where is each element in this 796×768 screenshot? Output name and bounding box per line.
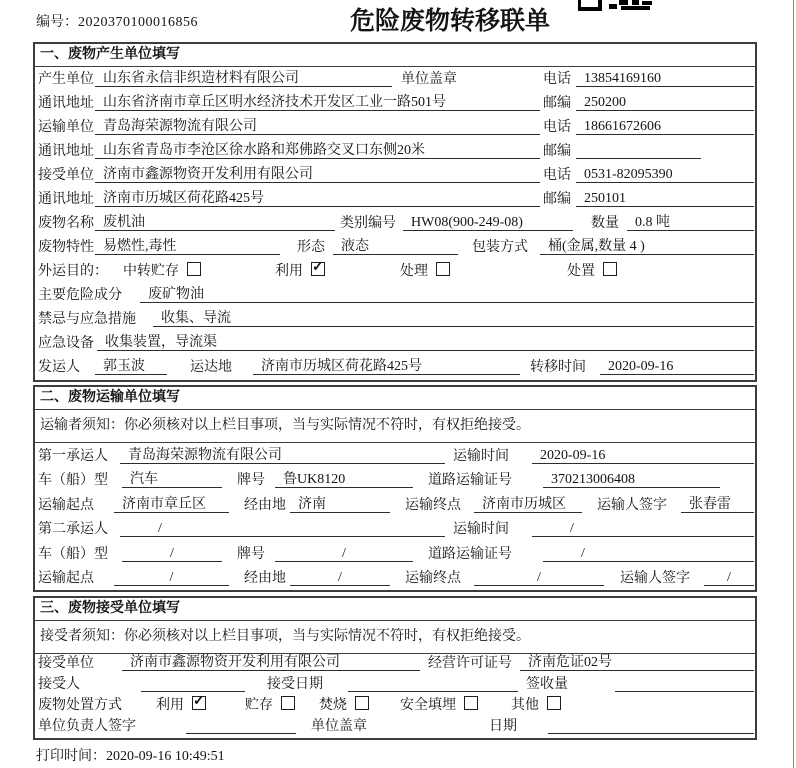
road-license-label: 道路运输证号	[428, 546, 512, 562]
option-label: 利用	[156, 698, 184, 713]
checkbox-treat	[436, 262, 450, 276]
section2-title: 二、废物运输单位填写	[35, 387, 755, 410]
row-emergency-equipment	[35, 331, 755, 355]
option-label: 其他	[511, 698, 539, 713]
producer-zip-value: 250200	[576, 94, 754, 111]
route-start-label: 运输起点	[38, 497, 94, 513]
transporter-zip-value	[576, 142, 701, 159]
purpose-label: 外运目的：	[38, 264, 108, 279]
receiving-date-value	[348, 675, 518, 692]
form-value: 液态	[333, 238, 458, 255]
option-treat	[400, 260, 450, 280]
zip-label: 邮编	[543, 192, 571, 207]
transporter-label: 运输单位	[38, 120, 94, 135]
receiving-unit-value: 济南市鑫源物资开发利用有限公司	[122, 654, 420, 671]
destination-label: 运达地	[190, 360, 232, 375]
phone-label: 电话	[543, 168, 571, 183]
first-carrier-value: 青岛海荣源物流有限公司	[120, 447, 445, 464]
option-label: 安全填埋	[400, 698, 456, 713]
row-disposal-method	[35, 696, 755, 717]
print-time-value: 2020-09-16 10:49:51	[106, 749, 225, 764]
packaging-value: 桶(金属,数量 4 )	[540, 238, 754, 255]
carrier-signature-value: 张春雷	[681, 496, 754, 513]
row-shipper	[35, 355, 755, 379]
option-label: 贮存	[245, 698, 273, 713]
receiving-unit-label: 接受单位	[38, 656, 94, 671]
row-producer	[35, 67, 755, 91]
producer-address-value: 山东省济南市章丘区明水经济技术开发区工业一路501号	[95, 94, 540, 111]
print-time-label: 打印时间：	[36, 749, 106, 764]
transport-time-label: 运输时间	[453, 448, 509, 464]
receiving-date-label: 接受日期	[267, 677, 323, 692]
transfer-time-value: 2020-09-16	[600, 358, 754, 375]
plate-value: 鲁UK8120	[275, 471, 413, 488]
row-receiver-address	[35, 187, 755, 211]
equipment-label: 应急设备	[38, 336, 94, 351]
plate-label: 牌号	[237, 546, 265, 562]
second-carrier-label: 第二承运人	[38, 522, 108, 537]
receiver-notice: 接受者须知：你必须核对以上栏目事项，当与实际情况不符时，有权拒绝接受。	[35, 621, 755, 654]
row-responsible-signature	[35, 717, 755, 738]
transfer-time-label: 转移时间	[530, 360, 586, 375]
option-label: 处理	[400, 264, 428, 279]
via2-value: /	[290, 569, 390, 586]
row-transporter-address	[35, 139, 755, 163]
option-use	[156, 694, 206, 714]
vehicle-type-value: 汽车	[122, 471, 222, 488]
transport-time-value: 2020-09-16	[532, 447, 754, 464]
route-end-label: 运输终点	[405, 497, 461, 513]
route-start-label: 运输起点	[38, 571, 94, 586]
row-route1	[35, 492, 755, 517]
row-producer-address	[35, 91, 755, 115]
section1-title: 一、废物产生单位填写	[35, 44, 755, 67]
phone-label: 电话	[543, 72, 571, 87]
taboo-value: 收集、导流	[153, 310, 754, 327]
plate-label: 牌号	[237, 473, 265, 488]
route-start2-value: /	[114, 569, 229, 586]
receiver-zip-value: 250101	[576, 190, 754, 207]
route-end-label: 运输终点	[405, 571, 461, 586]
transport-time-label: 运输时间	[453, 522, 509, 537]
checkbox-transfer-storage	[187, 262, 201, 276]
option-storage	[245, 694, 295, 714]
plate2-value: /	[275, 545, 413, 562]
receiving-person-label: 接受人	[38, 677, 80, 692]
received-quantity-value	[615, 675, 754, 692]
packaging-label: 包装方式	[472, 240, 528, 255]
operation-license-label: 经营许可证号	[428, 656, 512, 671]
hazard-label: 主要危险成分	[38, 288, 122, 303]
receiver-label: 接受单位	[38, 168, 94, 183]
road-license-label: 道路运输证号	[428, 473, 512, 488]
via-label: 经由地	[244, 571, 286, 586]
option-other	[511, 694, 561, 714]
producer-phone-value: 13854169160	[576, 70, 754, 87]
vehicle-type-label: 车（船）型	[38, 546, 108, 562]
phone-label: 电话	[543, 120, 571, 135]
print-time	[36, 745, 225, 765]
option-landfill	[400, 694, 478, 714]
section-producer	[33, 42, 757, 382]
hazard-value: 废矿物油	[140, 286, 754, 303]
receiver-phone-value: 0531-82095390	[576, 166, 754, 183]
waste-name-label: 废物名称	[38, 216, 94, 231]
second-carrier-value: /	[120, 520, 445, 537]
quantity-label: 数量	[591, 216, 619, 231]
transporter-value: 青岛海荣源物流有限公司	[95, 118, 540, 135]
transporter-notice: 运输者须知：你必须核对以上栏目事项，当与实际情况不符时，有权拒绝接受。	[35, 410, 755, 443]
waste-name-value: 废机油	[95, 214, 335, 231]
unit-seal-label: 单位盖章	[401, 72, 457, 87]
shipper-label: 发运人	[38, 360, 80, 375]
page-title: 危险废物转移联单	[349, 8, 550, 35]
serial-label: 编号：	[36, 15, 78, 30]
carrier-signature-label: 运输人签字	[620, 571, 690, 586]
option-transfer-storage	[123, 260, 201, 280]
transport-time2-value: /	[532, 520, 754, 537]
checkbox-disposal-landfill	[464, 696, 478, 710]
producer-label: 产生单位	[38, 72, 94, 87]
quantity-value: 0.8 吨	[627, 214, 754, 231]
section3-title: 三、废物接受单位填写	[35, 598, 755, 621]
disposal-method-label: 废物处置方式	[38, 698, 122, 713]
address-label: 通讯地址	[38, 96, 94, 111]
received-quantity-label: 签收量	[526, 677, 568, 692]
row-vehicle1	[35, 468, 755, 493]
operation-license-value: 济南危证02号	[520, 654, 754, 671]
row-receiving-person	[35, 675, 755, 696]
address-label: 通讯地址	[38, 192, 94, 207]
checkbox-disposal-use	[192, 696, 206, 710]
row-first-carrier	[35, 443, 755, 468]
checkbox-use	[311, 262, 325, 276]
transporter-address-value: 山东省青岛市李沧区徐水路和郑佛路交叉口东侧20米	[95, 142, 540, 159]
route-end2-value: /	[474, 569, 604, 586]
date-label: 日期	[489, 719, 517, 734]
via-label: 经由地	[244, 497, 286, 513]
qr-code-fragment-icon	[578, 0, 654, 11]
checkbox-dispose	[603, 262, 617, 276]
row-waste-name	[35, 211, 755, 235]
row-transporter	[35, 115, 755, 139]
option-dispose	[567, 260, 617, 280]
receiver-address-value: 济南市历城区荷花路425号	[95, 190, 540, 207]
producer-value: 山东省永信非织造材料有限公司	[95, 70, 392, 87]
category-value: HW08(900-249-08)	[403, 214, 573, 231]
zip-label: 邮编	[543, 96, 571, 111]
row-route2	[35, 566, 755, 591]
carrier-signature2-value: /	[704, 569, 754, 586]
receiving-person-value	[141, 675, 245, 692]
row-second-carrier	[35, 517, 755, 542]
scan-edge-line	[793, 0, 794, 768]
traits-label: 废物特性	[38, 240, 94, 255]
checkbox-disposal-incinerate	[355, 696, 369, 710]
row-receiving-unit	[35, 654, 755, 675]
traits-value: 易燃性,毒性	[95, 238, 280, 255]
destination-value: 济南市历城区荷花路425号	[253, 358, 520, 375]
date-value	[548, 717, 754, 734]
serial-number	[36, 11, 198, 31]
vehicle-type2-value: /	[122, 545, 222, 562]
row-waste-traits	[35, 235, 755, 259]
first-carrier-label: 第一承运人	[38, 448, 108, 464]
form-label: 形态	[297, 240, 325, 255]
shipper-value: 郭玉波	[95, 358, 167, 375]
route-end-value: 济南市历城区	[474, 496, 582, 513]
checkbox-disposal-storage	[281, 696, 295, 710]
category-label: 类别编号	[340, 216, 396, 231]
road-license-value: 370213006408	[543, 471, 720, 488]
vehicle-type-label: 车（船）型	[38, 473, 108, 488]
receiver-value: 济南市鑫源物资开发利用有限公司	[95, 166, 540, 183]
option-label: 处置	[567, 264, 595, 279]
option-use	[275, 260, 325, 280]
row-vehicle2	[35, 541, 755, 566]
address-label: 通讯地址	[38, 144, 94, 159]
option-incinerate	[319, 694, 369, 714]
zip-label: 邮编	[543, 144, 571, 159]
route-start-value: 济南市章丘区	[114, 496, 229, 513]
responsible-signature-value	[186, 717, 296, 734]
option-label: 焚烧	[319, 698, 347, 713]
row-taboo-measures	[35, 307, 755, 331]
unit-seal-label: 单位盖章	[311, 719, 367, 734]
row-receiver	[35, 163, 755, 187]
section-receiver	[33, 596, 757, 740]
responsible-signature-label: 单位负责人签字	[38, 719, 136, 734]
via-value: 济南	[290, 496, 390, 513]
serial-value: 2020370100016856	[78, 15, 198, 30]
row-hazard-components	[35, 283, 755, 307]
road-license2-value: /	[543, 545, 754, 562]
carrier-signature-label: 运输人签字	[597, 497, 667, 513]
equipment-value: 收集装置，导流渠	[97, 334, 754, 351]
transporter-phone-value: 18661672606	[576, 118, 754, 135]
taboo-label: 禁忌与应急措施	[38, 312, 136, 327]
option-label: 中转贮存	[123, 264, 179, 279]
section-transporter	[33, 385, 757, 592]
checkbox-disposal-other	[547, 696, 561, 710]
row-outbound-purpose	[35, 259, 755, 283]
option-label: 利用	[275, 264, 303, 279]
